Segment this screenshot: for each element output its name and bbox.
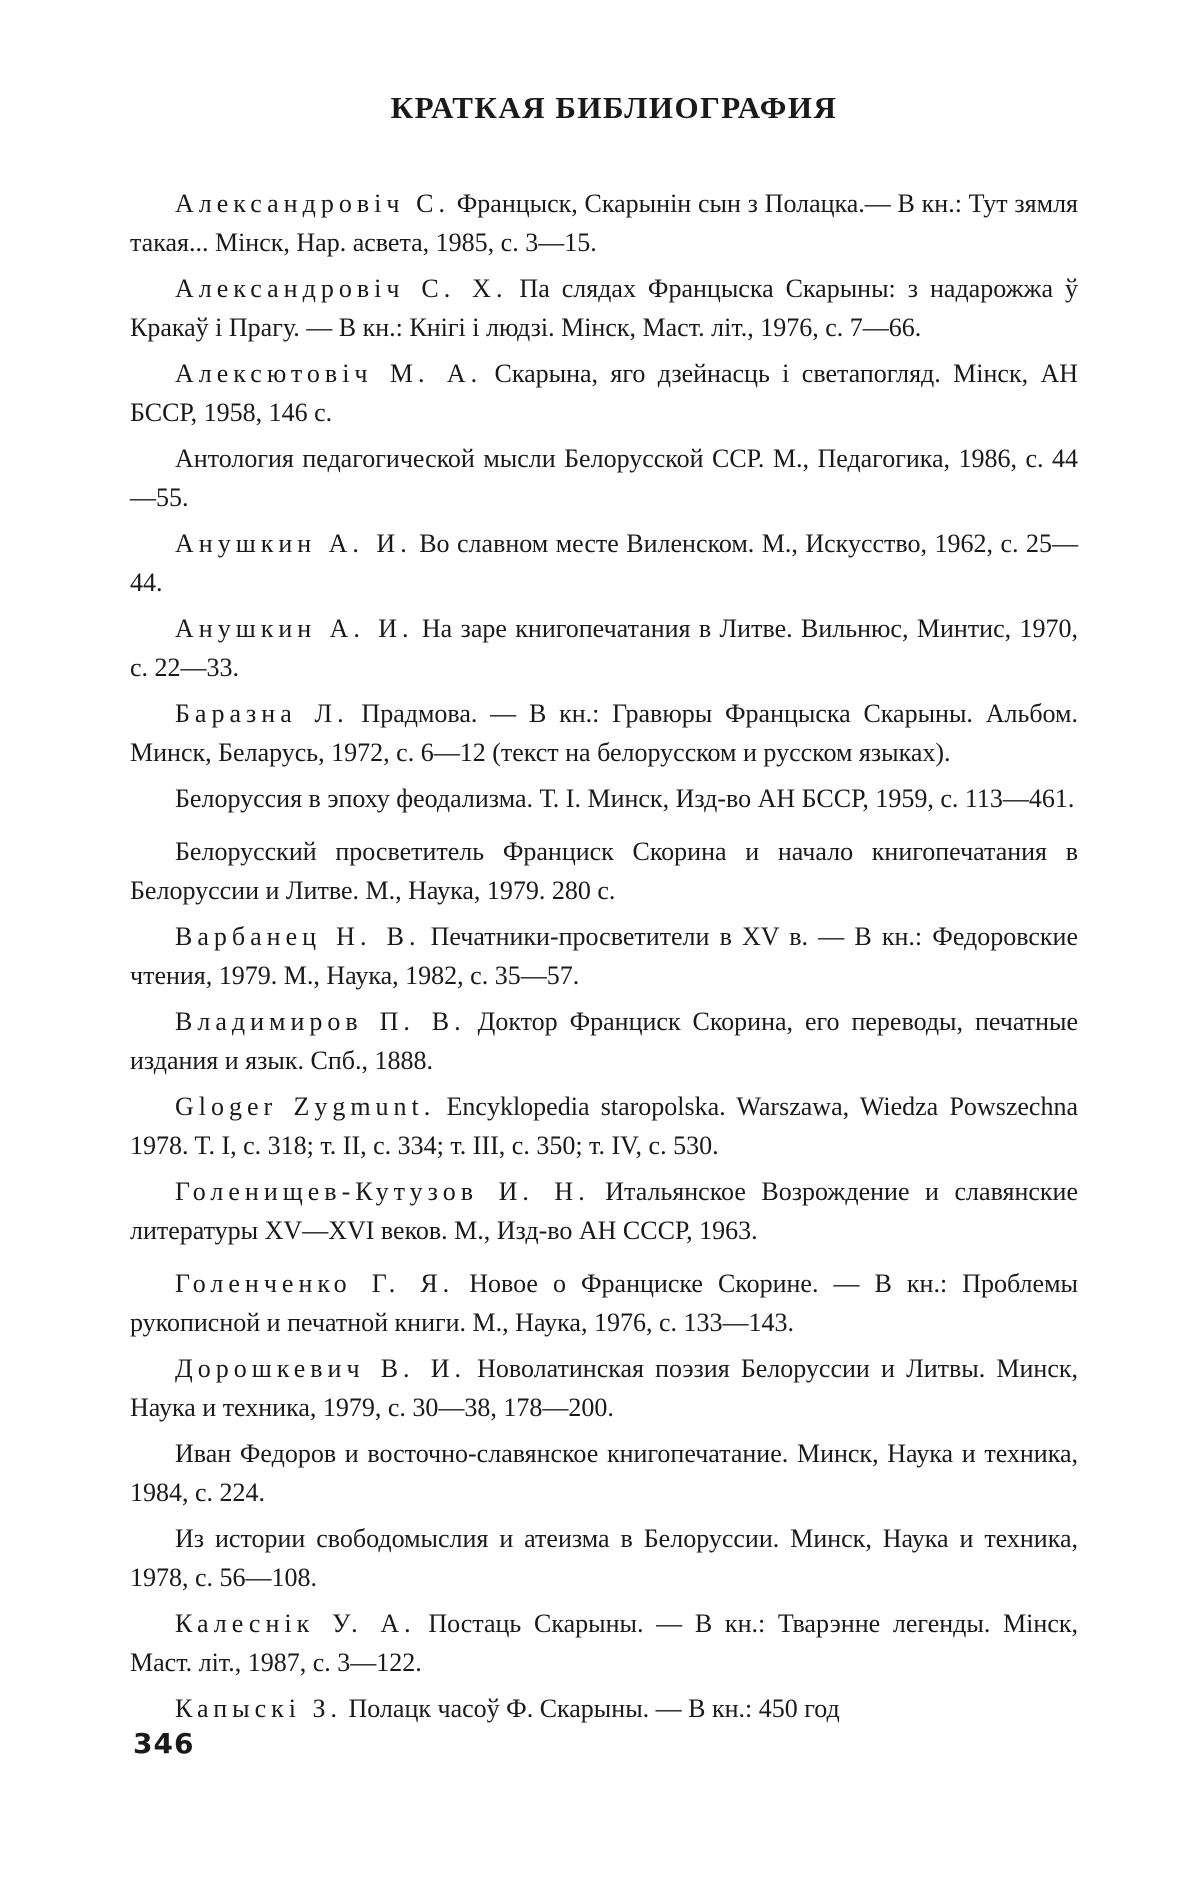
bibliography-entry — [130, 609, 1078, 687]
bibliography-entry — [130, 694, 1078, 772]
bibliography-list — [130, 184, 1078, 1728]
page-title: КРАТКАЯ БИБЛИОГРАФИЯ — [390, 90, 838, 125]
bibliography-entry — [130, 1264, 1078, 1342]
bibliography-entry — [130, 1604, 1078, 1682]
entry-text: Печатники-просветители в XV в. — В кн.: Федоровские чтения, 1979. М., Наука, 1982, с. 35—57. — [130, 922, 1078, 990]
bibliography-entry — [130, 779, 1078, 818]
entry-author: Баразна Л. — [175, 699, 349, 728]
bibliography-entry — [130, 1349, 1078, 1427]
bibliography-entry — [130, 832, 1078, 910]
entry-text: Во славном месте Виленском. М., Искусство, 1962, с. 25—44. — [130, 529, 1078, 597]
bibliography-entry — [130, 1087, 1078, 1165]
bibliography-entry — [130, 1689, 1078, 1728]
entry-text: Иван Федоров и восточно-славянское книгопечатание. Минск, Наука и техника, 1984, с. 224. — [130, 1439, 1078, 1507]
bibliography-page — [130, 90, 1078, 1735]
entry-text: Францыск, Скарынін сын з Полацка.— В кн.: Тут зямля такая... Мінск, Нар. асвета, 1985, с. 3—15. — [130, 189, 1079, 257]
entry-text: Encyklopedia staropolska. Warszawa, Wiedza Powszechna 1978. T. I, с. 318; т. II, с. 334; т. III, с. 350; т. IV, с. 530. — [130, 1092, 1078, 1160]
entry-text: Скарына, яго дзейнасць і светапогляд. Мінск, АН БССР, 1958, 146 с. — [130, 359, 1079, 427]
entry-text: Доктор Франциск Скорина, его переводы, печатные издания и язык. Спб., 1888. — [130, 1007, 1078, 1075]
bibliography-entry — [130, 917, 1078, 995]
entry-text: Белоруссия в эпоху феодализма. Т. I. Минск, Изд-во АН БССР, 1959, с. 113—461. — [175, 784, 1075, 813]
entry-text: Итальянское Возрождение и славянские литературы XV—XVI веков. М., Изд-во АН СССР, 1963. — [130, 1177, 1078, 1245]
entry-text: Белорусский просветитель Франциск Скорина и начало книгопечатания в Белоруссии и Литве. М., Наука, 1979. 280 с. — [130, 837, 1078, 905]
entry-text: Из истории свободомыслия и атеизма в Белоруссии. Минск, Наука и техника, 1978, с. 56—108. — [130, 1524, 1078, 1592]
entry-text: Полацк часоў Ф. Скарыны. — В кн.: 450 год — [342, 1694, 840, 1723]
page-number: 346 — [133, 1727, 195, 1760]
bibliography-entry — [130, 184, 1078, 262]
entry-author: Калеснік У. А. — [175, 1609, 416, 1638]
entry-text: Новое о Франциске Скорине. — В кн.: Проблемы рукописной и печатной книги. М., Наука, 1976, с. 133—143. — [130, 1269, 1078, 1337]
bibliography-entry — [130, 1434, 1078, 1512]
bibliography-entry — [130, 439, 1078, 517]
entry-text: Новолатинская поэзия Белоруссии и Литвы. Минск, Наука и техника, 1979, с. 30—38, 178—200. — [130, 1354, 1078, 1422]
entry-author: Александровіч С. Х. — [175, 274, 508, 303]
bibliography-entry — [130, 1519, 1078, 1597]
entry-text: Антология педагогической мысли Белорусской ССР. М., Педагогика, 1986, с. 44—55. — [130, 444, 1078, 512]
entry-author: Капыскі З. — [175, 1694, 342, 1723]
entry-text: На заре книгопечатания в Литве. Вильнюс, Минтис, 1970, с. 22—33. — [130, 614, 1078, 682]
bibliography-entry — [130, 524, 1078, 602]
entry-author: Александровіч С. — [175, 189, 450, 218]
entry-text: Постаць Скарыны. — В кн.: Тварэнне легенды. Мінск, Маст. літ., 1987, с. 3—122. — [130, 1609, 1078, 1677]
entry-author: Владимиров П. В. — [175, 1007, 466, 1036]
entry-text: Прадмова. — В кн.: Гравюры Францыска Скарыны. Альбом. Минск, Беларусь, 1972, с. 6—12 (текст на белорусском и русском языках). — [130, 699, 1078, 767]
entry-author: Анушкин А. И. — [175, 529, 412, 558]
entry-author: Gloger Zygmunt. — [175, 1092, 436, 1121]
entry-author: Варбанец Н. В. — [175, 922, 421, 951]
entry-author: Алексютовіч М. А. — [175, 359, 483, 388]
bibliography-entry — [130, 1002, 1078, 1080]
entry-author: Анушкин А. И. — [175, 614, 414, 643]
entry-author: Дорошкевич В. И. — [175, 1354, 466, 1383]
bibliography-entry — [130, 1172, 1078, 1250]
bibliography-entry — [130, 354, 1078, 432]
entry-author: Голенченко Г. Я. — [175, 1269, 455, 1298]
entry-author: Голенищев-Кутузов И. Н. — [175, 1177, 590, 1206]
entry-text: Па слядах Францыска Скарыны: з надарожжа ў Кракаў і Прагу. — В кн.: Кнігі і людзі. Мінск, Маст. літ., 1976, с. 7—66. — [130, 274, 1078, 342]
bibliography-entry — [130, 269, 1078, 347]
